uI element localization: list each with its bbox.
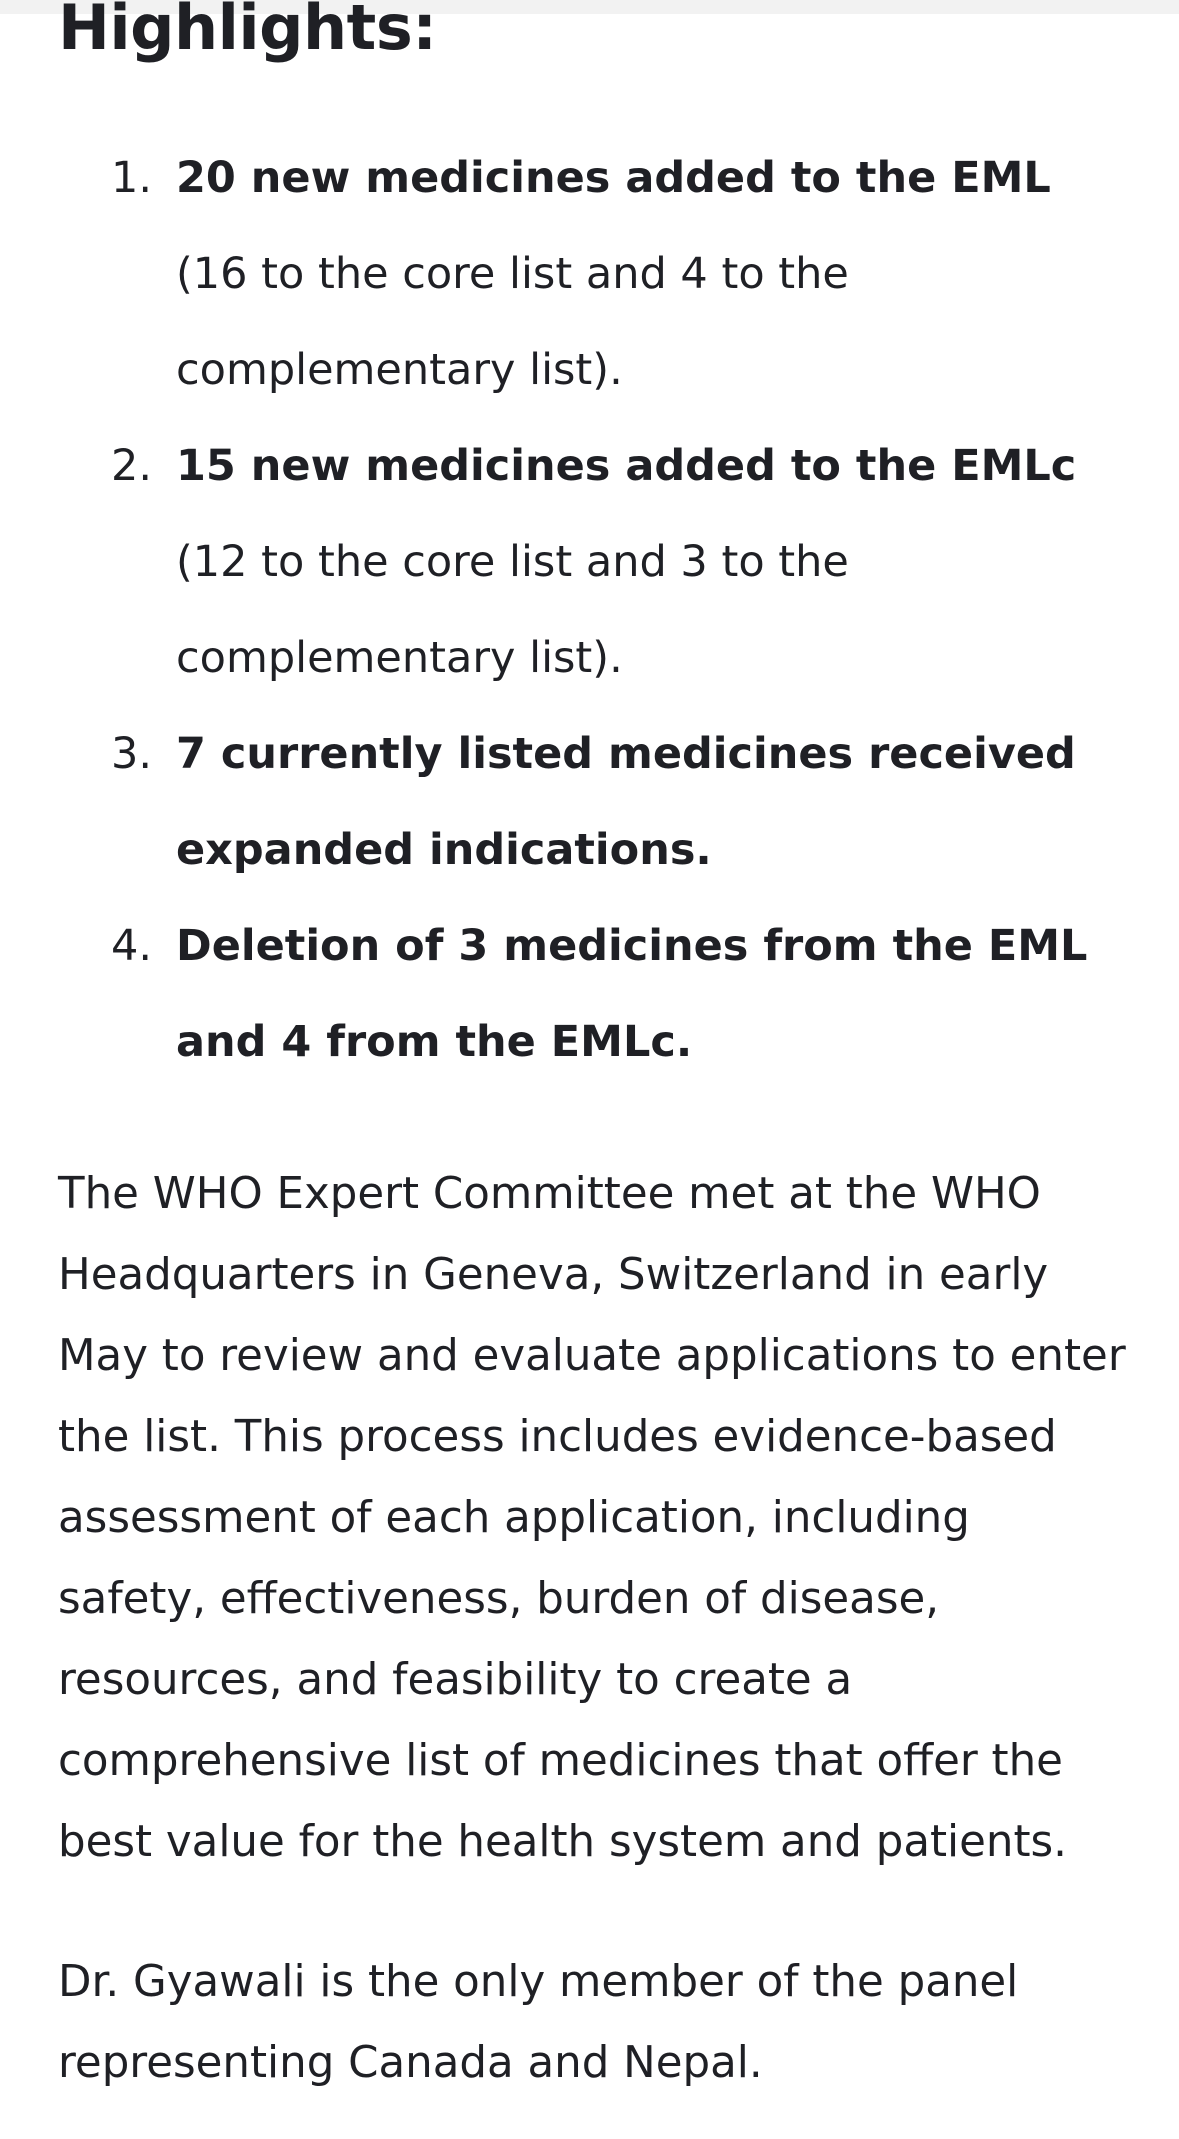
- gyawali-paragraph: Dr. Gyawali is the only member of the panel representing Canada and Nepal.: [58, 1957, 1019, 2088]
- highlights-list: [0, 130, 1179, 1090]
- highlight-number: 3.: [110, 729, 152, 779]
- highlight-number: 4.: [110, 921, 152, 971]
- highlight-item-3: [0, 706, 1114, 898]
- highlight-detail-text: (16 to the core list and 4 to the complementary list).: [176, 249, 849, 395]
- highlight-bold-text: 15 new medicines added to the EMLc: [176, 441, 1077, 491]
- highlights-heading: Highlights:: [58, 0, 437, 64]
- highlight-number: 2.: [110, 441, 152, 491]
- highlight-item-4: [0, 898, 1114, 1090]
- highlight-bold-text: 20 new medicines added to the EML: [176, 153, 1051, 203]
- highlight-bold-text: Deletion of 3 medicines from the EML and 4 from the EMLc.: [176, 921, 1088, 1067]
- highlight-item-2: [0, 418, 1114, 706]
- highlight-number: 1.: [110, 153, 152, 203]
- highlight-detail-text: (12 to the core list and 3 to the complementary list).: [176, 537, 849, 683]
- committee-paragraph: The WHO Expert Committee met at the WHO Headquarters in Geneva, Switzerland in early May to review and evaluate applications to enter the list. This process includes evidence-based assessment of each application, including safety, effectiveness, burden of disease, resources, and feasibility to create a comprehensive list of medicines that offer the best value for the health system and patients.: [58, 1169, 1126, 1867]
- highlight-item-1: [0, 130, 1114, 418]
- highlight-bold-text: 7 currently listed medicines received expanded indications.: [176, 729, 1076, 875]
